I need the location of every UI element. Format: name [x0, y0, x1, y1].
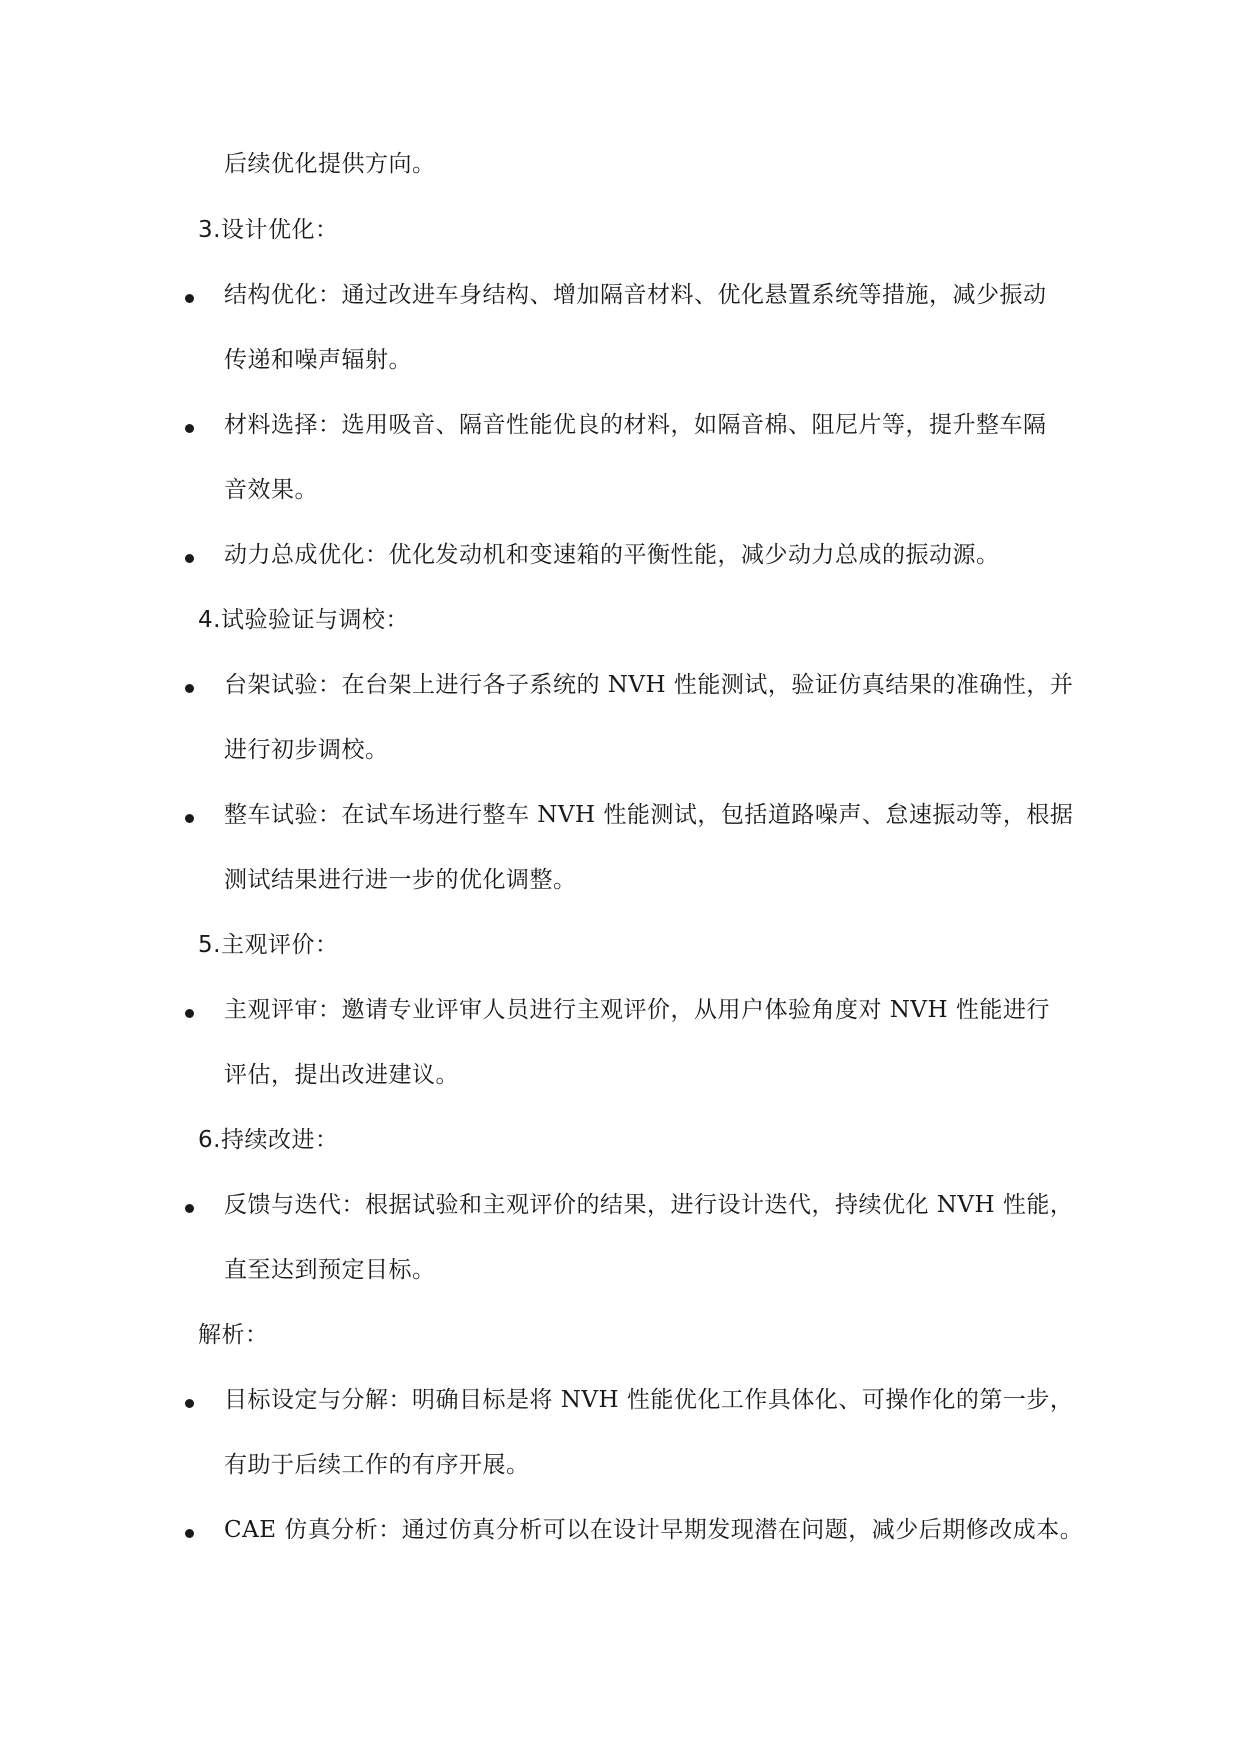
section-heading-analysis: 解析：	[198, 1322, 269, 1348]
list-item-target-setting-cont: 有助于后续工作的有序开展。	[224, 1452, 530, 1478]
list-item-subjective-review: 主观评审：邀请专业评审人员进行主观评价，从用户体验角度对 NVH 性能进行	[224, 997, 1050, 1023]
list-item-material-selection-cont: 音效果。	[224, 477, 318, 503]
bullet-icon	[185, 1009, 194, 1018]
list-item-material-selection: 材料选择：选用吸音、隔音性能优良的材料，如隔音棉、阻尼片等，提升整车隔	[224, 412, 1047, 438]
bullet-icon	[185, 554, 194, 563]
list-item-feedback-iteration-cont: 直至达到预定目标。	[224, 1257, 436, 1283]
list-item-structure-optimization: 结构优化：通过改进车身结构、增加隔音材料、优化悬置系统等措施，减少振动	[224, 282, 1047, 308]
section-heading-continuous-improvement: 6.持续改进：	[198, 1127, 339, 1153]
list-item-cae-simulation: CAE 仿真分析：通过仿真分析可以在设计早期发现潜在问题，减少后期修改成本。	[224, 1517, 1084, 1543]
list-item-powertrain-optimization: 动力总成优化：优化发动机和变速箱的平衡性能，减少动力总成的振动源。	[224, 542, 1000, 568]
list-item-target-setting: 目标设定与分解：明确目标是将 NVH 性能优化工作具体化、可操作化的第一步，	[224, 1387, 1074, 1413]
bullet-icon	[185, 294, 194, 303]
bullet-icon	[185, 424, 194, 433]
list-item-feedback-iteration: 反馈与迭代：根据试验和主观评价的结果，进行设计迭代，持续优化 NVH 性能，	[224, 1192, 1074, 1218]
bullet-icon	[185, 684, 194, 693]
list-item-vehicle-test-cont: 测试结果进行进一步的优化调整。	[224, 867, 577, 893]
list-item-subjective-review-cont: 评估，提出改进建议。	[224, 1062, 459, 1088]
continuation-line: 后续优化提供方向。	[224, 151, 436, 177]
bullet-icon	[185, 814, 194, 823]
section-heading-design-optimization: 3.设计优化：	[198, 217, 339, 243]
list-item-vehicle-test: 整车试验：在试车场进行整车 NVH 性能测试，包括道路噪声、怠速振动等，根据	[224, 802, 1074, 828]
bullet-icon	[185, 1399, 194, 1408]
bullet-icon	[185, 1529, 194, 1538]
bullet-icon	[185, 1204, 194, 1213]
list-item-bench-test: 台架试验：在台架上进行各子系统的 NVH 性能测试，验证仿真结果的准确性，并	[224, 672, 1074, 698]
section-heading-test-validation: 4.试验验证与调校：	[198, 607, 409, 633]
list-item-structure-optimization-cont: 传递和噪声辐射。	[224, 347, 412, 373]
section-heading-subjective-evaluation: 5.主观评价：	[198, 932, 339, 958]
list-item-bench-test-cont: 进行初步调校。	[224, 737, 389, 763]
